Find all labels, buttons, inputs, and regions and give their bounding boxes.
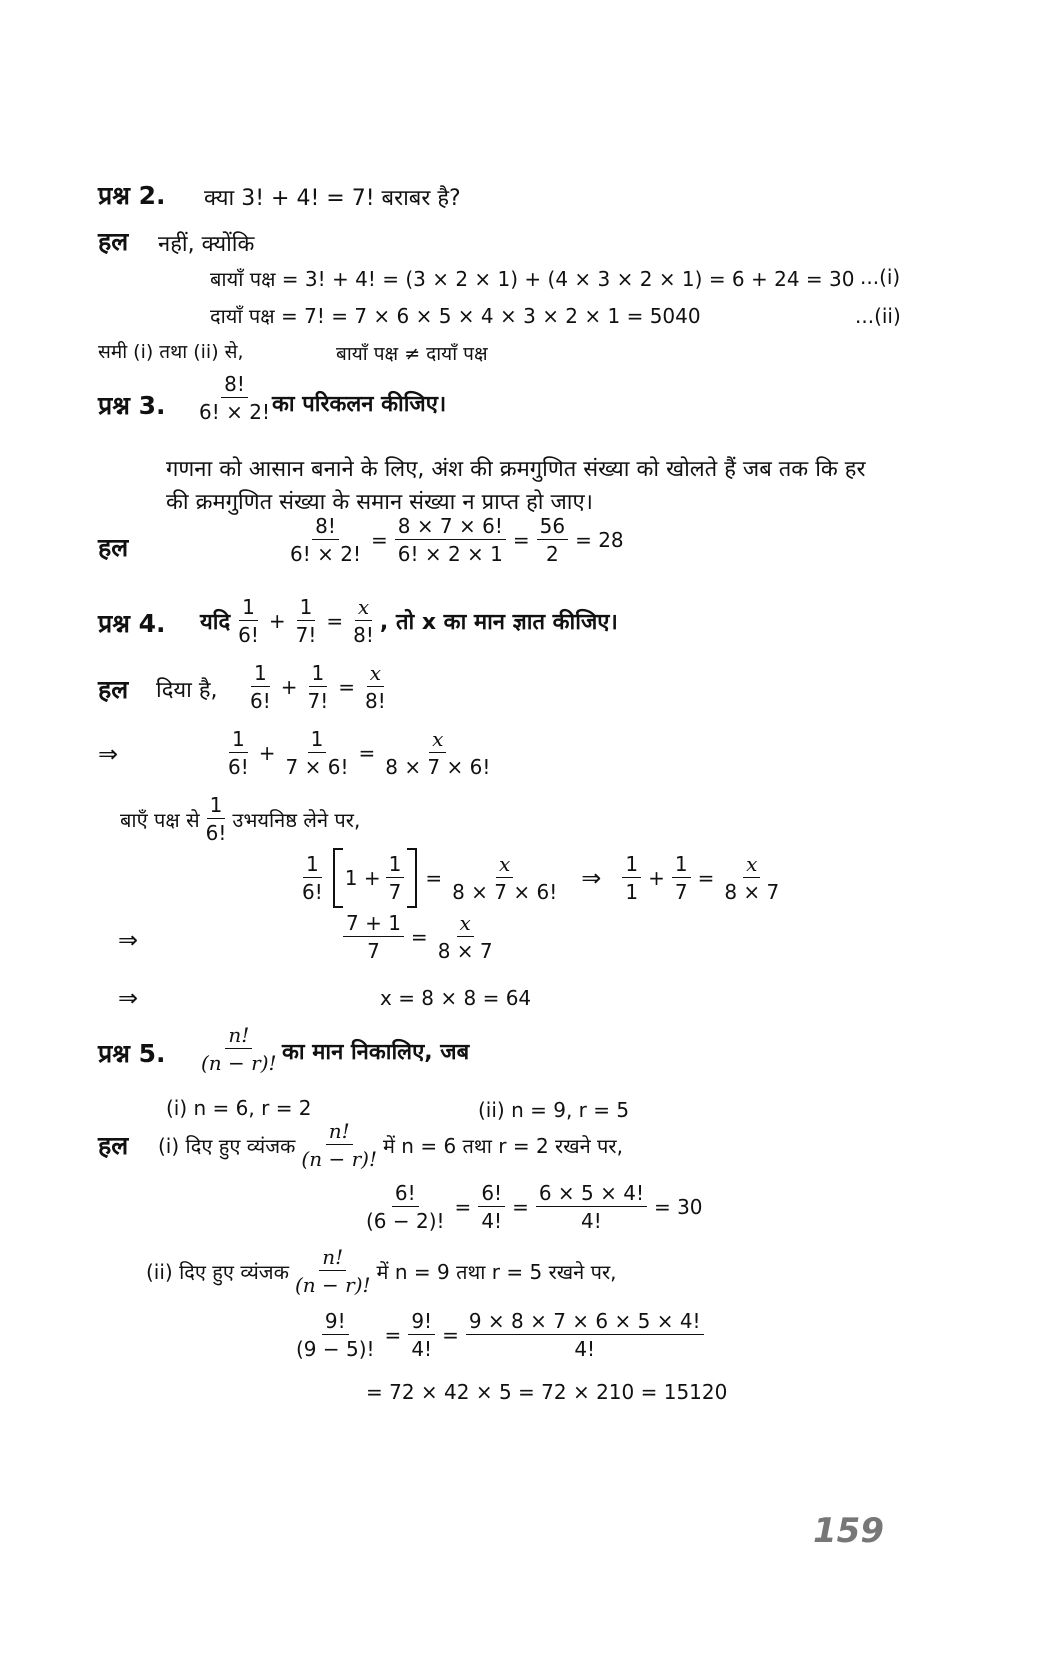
q3-result: = 28: [575, 528, 624, 552]
q5-b-equals-2: =: [442, 1323, 459, 1347]
q5-b-result: = 72 × 42 × 5 = 72 × 210 = 15120: [366, 1380, 728, 1404]
q5-b-equals-1: =: [384, 1323, 402, 1347]
q5-p1-num: n!: [326, 1120, 353, 1145]
q4-implies-2: ⇒: [581, 864, 602, 892]
q2-solution-label: हल: [98, 227, 129, 256]
q2-lhs-line: बायाँ पक्ष = 3! + 4! = (3 × 2 × 1) + (4 × 3 × 2 × 1) = 6 + 24 = 30: [210, 267, 855, 291]
q4-g-den1: 6!: [250, 689, 271, 713]
q4-g-den2: 7!: [307, 689, 329, 713]
q4-step2-equation: [222, 728, 496, 778]
q5-solution-label: हल: [98, 1131, 129, 1160]
q4-q-den2: 7!: [295, 623, 317, 647]
q5-part2-intro: [146, 1246, 616, 1296]
q2-lhs-tag: ...(i): [860, 265, 901, 289]
q3-equals-1: =: [370, 528, 388, 552]
q3-s-num2: 8 × 7 × 6!: [395, 515, 506, 540]
q2-rhs-tag: ...(ii): [855, 304, 901, 328]
q4-common-factor-line: [120, 794, 360, 844]
q5-a-equals-2: =: [512, 1195, 529, 1219]
q5-a-equals-1: =: [454, 1195, 472, 1219]
q3-solution-equation: [284, 515, 628, 565]
q2-question: क्या 3! + 4! = 7! बराबर है?: [204, 186, 461, 211]
q3-s-den2: 6! × 2 × 1: [397, 542, 503, 566]
q5-p1-pre: (i) दिए हुए व्यंजक: [158, 1133, 296, 1158]
q3-s-num3: 56: [537, 515, 568, 540]
q4-s3-den2: 7: [388, 880, 402, 904]
q3-solution-label: हल: [98, 533, 129, 562]
q4-bracket-inner: 1 +: [344, 866, 381, 890]
q5-label: प्रश्न 5.: [98, 1039, 166, 1068]
q4-implies-4: ⇒: [118, 984, 139, 1012]
q4-s3-num3: x: [496, 853, 513, 878]
q4-label: प्रश्न 4.: [98, 609, 166, 638]
q4-g-den3: 8!: [365, 689, 386, 713]
q4-s3-num2: 1: [386, 853, 405, 878]
q4-bracket-close: [407, 848, 417, 908]
q4-s3-num6: x: [743, 853, 760, 878]
q4-solution-label: हल: [98, 675, 129, 704]
q4-s3-num1: 1: [303, 853, 322, 878]
q4-g-num1: 1: [251, 662, 270, 687]
q4-bracket-open: [333, 848, 343, 908]
q4-s2-den1: 6!: [228, 755, 249, 779]
q4-common-tail: उभयनिष्ठ लेने पर,: [232, 807, 361, 832]
q4-s3-den4: 1: [625, 880, 639, 904]
q4-s3-num4: 1: [622, 853, 641, 878]
q5-p2-post: में n = 9 तथा r = 5 रखने पर,: [376, 1259, 617, 1284]
q4-s3-equals-2: =: [697, 866, 715, 890]
q4-s2-den2: 7 × 6!: [285, 755, 349, 779]
q4-s3-den6: 8 × 7: [724, 880, 780, 904]
q5-a-result: = 30: [653, 1195, 703, 1219]
q4-q-num1: 1: [239, 596, 258, 621]
q4-result: x = 8 × 8 = 64: [380, 986, 532, 1010]
q2-label: प्रश्न 2.: [98, 181, 166, 210]
q4-common-text: बाएँ पक्ष से: [120, 807, 200, 832]
q5-fraction-denominator: (n − r)!: [201, 1051, 277, 1075]
q4-given: दिया है,: [156, 678, 218, 703]
q5-p2-den: (n − r)!: [294, 1273, 371, 1297]
q2-conclusion: बायाँ पक्ष ≠ दायाँ पक्ष: [336, 343, 488, 365]
q5-case-2: (ii) n = 9, r = 5: [478, 1098, 630, 1122]
q4-yadi: यदि: [200, 610, 231, 635]
q4-s4-num1: 7 + 1: [343, 912, 404, 937]
q4-s2-num2: 1: [308, 728, 327, 753]
q4-q-num3: x: [355, 596, 372, 621]
q5-p2-num: n!: [319, 1246, 346, 1271]
q4-s4-den1: 7: [367, 939, 380, 963]
q5-a-num2: 6!: [478, 1182, 505, 1207]
q5-b-den3: 4!: [574, 1337, 596, 1361]
q5-p2-pre: (ii) दिए हुए व्यंजक: [146, 1259, 289, 1284]
q4-s4-equals: =: [410, 925, 428, 949]
q4-s3-den5: 7: [674, 880, 688, 904]
q4-s2-num3: x: [429, 728, 446, 753]
q4-q-num2: 1: [297, 596, 316, 621]
q4-g-num2: 1: [309, 662, 328, 687]
q4-cf-den: 6!: [205, 821, 227, 845]
q5-part1-equation: [360, 1182, 707, 1232]
q5-b-num3: 9 × 8 × 7 × 6 × 5 × 4!: [466, 1310, 704, 1335]
q4-step4-equation: [340, 912, 499, 962]
q5-b-den1: (9 − 5)!: [296, 1337, 375, 1361]
q4-s3-num5: 1: [672, 853, 691, 878]
q5-b-den2: 4!: [411, 1337, 433, 1361]
q4-s2-equals: =: [358, 741, 376, 765]
q4-s3-den3: 8 × 7 × 6!: [452, 880, 558, 904]
q4-question: [200, 596, 618, 646]
q3-equals-2: =: [512, 528, 530, 552]
q5-p1-post: में n = 6 तथा r = 2 रखने पर,: [382, 1133, 623, 1158]
q3-fraction-denominator: 6! × 2!: [199, 400, 270, 424]
q4-implies-3: ⇒: [118, 926, 139, 954]
q4-cf-num: 1: [207, 794, 226, 819]
q5-fraction-numerator: n!: [225, 1024, 252, 1049]
q4-s2-num1: 1: [229, 728, 248, 753]
q4-s3-equals: =: [425, 866, 443, 890]
q4-step3-equation: [296, 848, 785, 908]
q4-s3-den1: 6!: [302, 880, 323, 904]
q3-fraction-numerator: 8!: [221, 373, 248, 398]
q5-case-1: (i) n = 6, r = 2: [166, 1096, 312, 1120]
q4-s2-den3: 8 × 7 × 6!: [385, 755, 491, 779]
page-number: 159: [813, 1511, 884, 1551]
q4-g-plus: +: [280, 675, 298, 699]
q4-q-plus: +: [268, 609, 286, 633]
q3-s-den1: 6! × 2!: [290, 542, 361, 566]
q5-a-den3: 4!: [581, 1209, 602, 1233]
q3-fraction: [196, 373, 273, 423]
q2-rhs-line: दायाँ पक्ष = 7! = 7 × 6 × 5 × 4 × 3 × 2 × 1 = 5040: [210, 304, 701, 328]
q3-note-line2: की क्रमगुणित संख्या के समान संख्या न प्राप्त हो जाए।: [166, 490, 593, 515]
q4-s4-num2: x: [457, 912, 474, 937]
q4-g-equals: =: [338, 675, 356, 699]
q4-question-tail: , तो x का मान ज्ञात कीजिए।: [379, 610, 618, 635]
q5-fraction: [198, 1024, 280, 1074]
q2-solution-intro: नहीं, क्योंकि: [158, 232, 255, 257]
q3-question: का परिकलन कीजिए।: [272, 392, 447, 417]
q4-s2-plus: +: [258, 741, 276, 765]
q5-b-num2: 9!: [408, 1310, 435, 1335]
q5-a-num1: 6!: [392, 1182, 419, 1207]
q5-b-num1: 9!: [322, 1310, 349, 1335]
q3-label: प्रश्न 3.: [98, 391, 166, 420]
q2-conclusion-from: समी (i) तथा (ii) से,: [98, 341, 244, 363]
q5-p1-den: (n − r)!: [301, 1147, 377, 1171]
q3-s-den3: 2: [546, 542, 559, 566]
q5-a-num3: 6 × 5 × 4!: [536, 1182, 647, 1207]
q5-part2-equation: [290, 1310, 707, 1360]
q4-q-equals: =: [326, 609, 344, 633]
q4-q-den1: 6!: [238, 623, 259, 647]
q5-question: का मान निकालिए, जब: [282, 1040, 470, 1065]
q3-s-num1: 8!: [312, 515, 339, 540]
q5-a-den2: 4!: [481, 1209, 503, 1233]
q4-given-equation: [244, 662, 392, 712]
q4-s4-den2: 8 × 7: [437, 939, 493, 963]
q4-q-den3: 8!: [353, 623, 374, 647]
q4-s3-plus: +: [648, 866, 665, 890]
q3-note-line1: गणना को आसान बनाने के लिए, अंश की क्रमगुणित संख्या को खोलते हैं जब तक कि हर: [166, 457, 866, 482]
q4-g-num3: x: [367, 662, 384, 687]
q5-part1-intro: [158, 1120, 623, 1170]
q4-implies-1: ⇒: [98, 740, 119, 768]
q5-a-den1: (6 − 2)!: [366, 1209, 445, 1233]
